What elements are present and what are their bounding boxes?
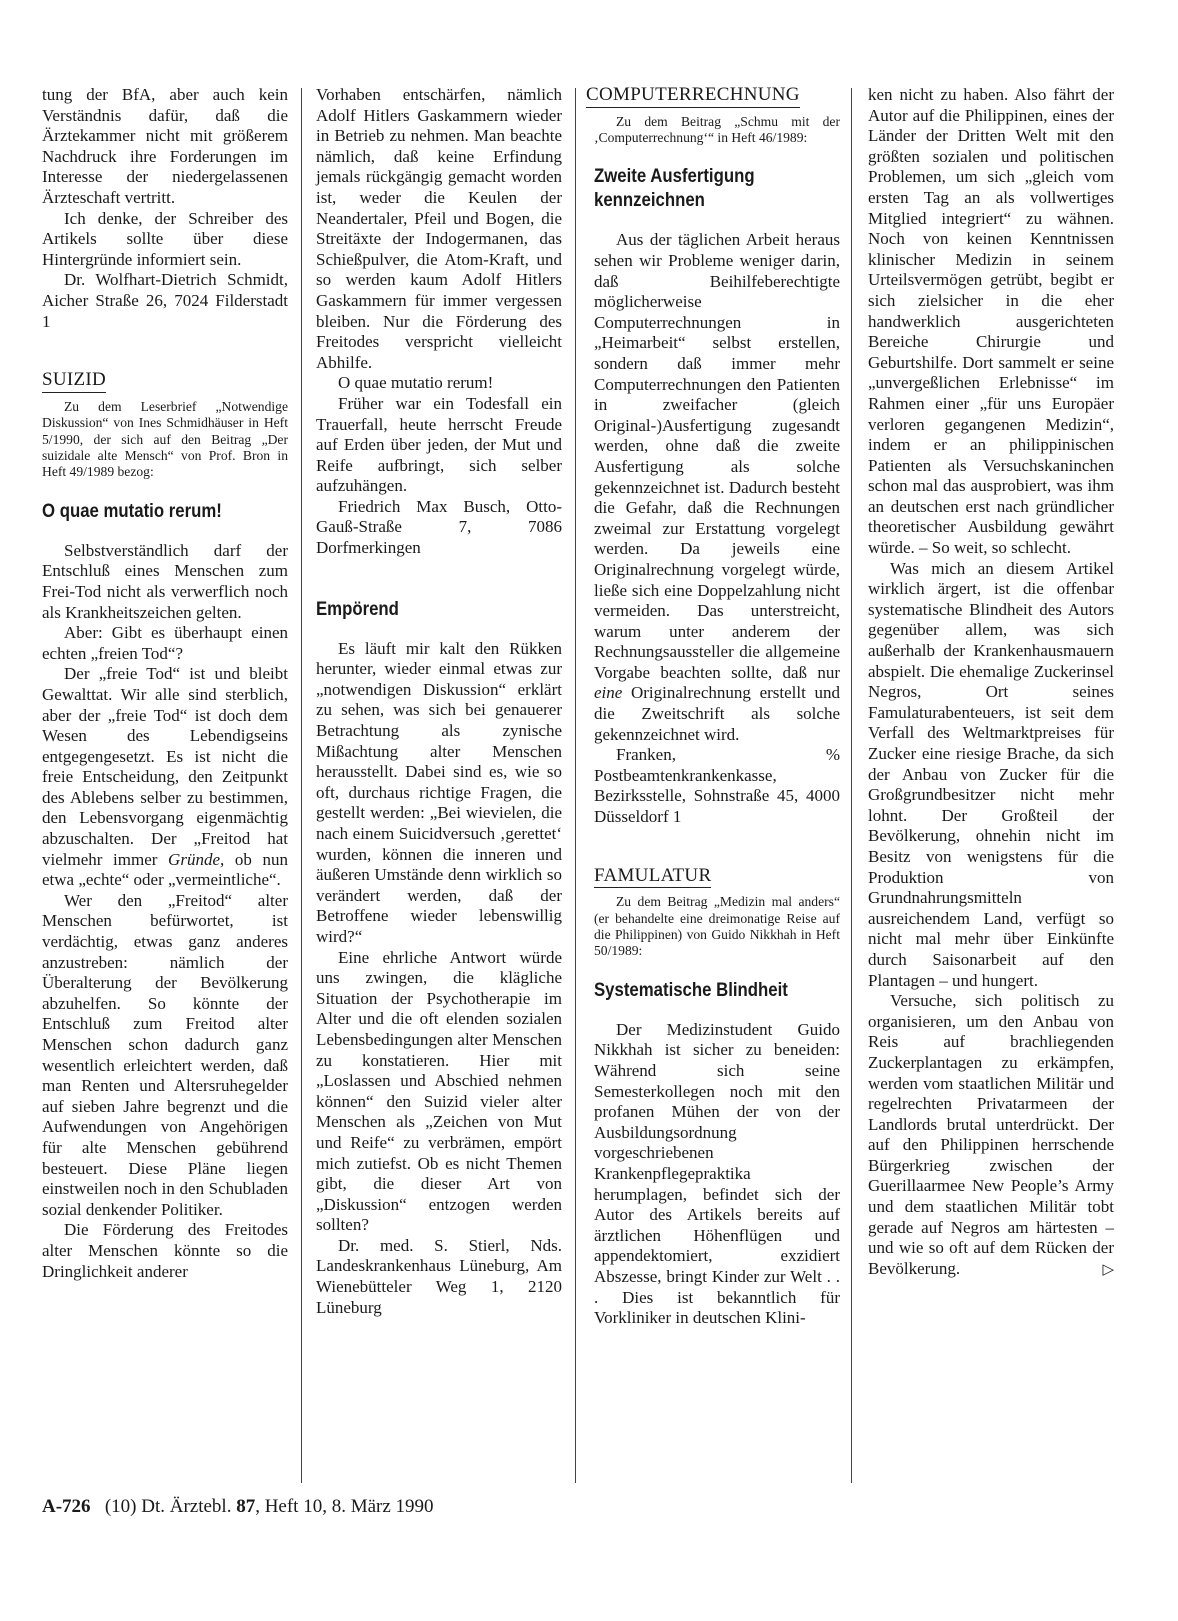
- paragraph: Ich denke, der Schreiber des Artikels sollte über diese Hintergründe informiert sein.: [42, 208, 288, 269]
- headline: Systematische Blindheit: [594, 978, 788, 1001]
- issue-info: , Heft 10, 8. März 1990: [255, 1496, 434, 1517]
- paragraph: Was mich an diesem Artikel wirklich ärgert, ist die offenbar systematische Blindheit des Autors gegenüber allem, was sich außerhalb der Krankenhausmauern abspielt. Die ehemalige Zuckerinsel Negros, Ort seines Famulaturabenteuers, ist seit dem Verfall des Weltmarktpreises für Zucker eine riesige Brache, da sich der Anbau von Zucker für die Großgrundbesitzer nicht mehr lohnt. Der Großteil der Bevölkerung, ohnehin nicht im Besitz von wenigstens für die Produktion von Grundnahrungsmitteln ausreichendem Land, verfügt so nicht mal mehr über Einkünfte durch Saisonarbeit auf den Plantagen – und hungert.: [868, 558, 1114, 990]
- column-divider: [851, 88, 852, 1483]
- reference-note: Zu dem Leserbrief „Notwendige Diskussion“ von Ines Schmidhäuser in Heft 5/1990, der sich auf den Beitrag „Der suizidale alte Mensch“ von Prof. Bron in Heft 49/1989 bezog:: [42, 398, 288, 480]
- column-divider: [301, 88, 302, 1483]
- emphasis: eine: [594, 683, 623, 703]
- page-number: A-726: [42, 1496, 91, 1517]
- paragraph: ken nicht zu haben. Also fährt der Autor auf die Philippinen, eines der Länder der Dritten Welt mit den größten sozialen und politischen Problemen, um sich „gleich vom ersten Tag an als vollwertiges Mitglied integriert“ zu wähnen. Noch von keinen Kenntnissen klinischer Medizin in seinem Urteilsvermögen getrübt, begibt er sich zielsicher in die eher handwerklich ausgerichteten Bereiche Chirurgie und Geburtshilfe. Dort sammelt er seine „unvergeßlichen Erlebnisse“ im Rahmen einer „für uns Europäer verloren gegangenen Medizin“, indem er an philippinischen Patienten als Versuchskaninchen schon mal das ausprobiert, was ihm an deutschen erst nach gründlicher theoretischer Ausbildung gewährt würde. – So weit, so schlecht.: [868, 85, 1114, 558]
- section-rubric-suizid: SUIZID: [42, 370, 106, 393]
- paragraph: Eine ehrliche Antwort würde uns zwingen, die klägliche Situation der Psychotherapie im Alter und die oft elenden sozialen Lebensbedingungen alter Menschen zu konstatieren. Hier mit „Loslassen und Abschied nehmen können“ den Suizid vieler alter Menschen als „Zeichen von Mut und Reife“ zu verbrämen, empört mich zutiefst. Ob es nicht Themen gibt, die dieser Art von „Diskussion“ entzogen werden sollten?: [316, 947, 562, 1235]
- paragraph: [594, 230, 840, 745]
- column-1: [42, 85, 288, 1282]
- paragraph: Wer den „Freitod“ alter Menschen befürwortet, ist verdächtig, etwas ganz anderes anzustreben: nämlich der Überalterung der Bevölkerung abzuhelfen. So könnte der Entschluß zum Freitod alter Menschen schon dadurch ganz wesentlich erleichtert werden, daß man Renten und Altersruhegelder auf sieben Jahre begrenzt und die Aufwendungen von Angehörigen für alte Menschen gebührend besteuert. Diese Pläne liegen einstweilen noch in den Schubladen sozial denkender Politiker.: [42, 890, 288, 1219]
- column-3: [586, 84, 840, 1329]
- issue-info: (10) Dt. Ärztebl.: [104, 1496, 237, 1517]
- headline: O quae mutatio rerum!: [42, 499, 222, 522]
- paragraph: Aber: Gibt es überhaupt einen echten „freien Tod“?: [42, 623, 288, 663]
- volume-number: 87: [236, 1496, 256, 1517]
- column-divider: [575, 88, 576, 1483]
- reference-note: Zu dem Beitrag „Medizin mal anders“ (er behandelte eine dreimonatige Reise auf die Philippinen) von Guido Nikkhah in Heft 50/1989:: [594, 894, 840, 959]
- letter-signature: Dr. med. S. Stierl, Nds. Landeskrankenhaus Lüneburg, Am Wienebütteler Weg 1, 2120 Lüneburg: [316, 1235, 562, 1317]
- paragraph: [42, 664, 288, 891]
- paragraph: O quae mutatio rerum!: [338, 373, 494, 393]
- text-run: Originalrechnung erstellt und die Zweitschrift als solche gekennzeichnet wird.: [594, 683, 840, 744]
- paragraph: Früher war ein Todesfall ein Trauerfall, heute herrscht Freude auf Erden über jeden, der Mut und Reife aufbringt, sich selber aufzuhängen.: [316, 393, 562, 496]
- paragraph: [868, 991, 1114, 1279]
- letter-signature: Dr. Wolfhart-Dietrich Schmidt, Aicher Straße 26, 7024 Filderstadt 1: [42, 270, 288, 331]
- continue-arrow-icon: ▷: [1102, 1259, 1114, 1278]
- letter-signature: Franken, % Postbeamtenkrankenkasse, Bezirksstelle, Sohnstraße 45, 4000 Düsseldorf 1: [594, 745, 840, 827]
- letter-signature: Friedrich Max Busch, Otto-Gauß-Straße 7, 7086 Dorfmerkingen: [316, 496, 562, 558]
- section-rubric-famulatur: FAMULATUR: [594, 866, 711, 889]
- text-run: Versuche, sich politisch zu organisieren, um den Anbau von Reis auf brachliegenden Zuckerplantagen zu erkämpfen, werden vom staatlichen Militär und regelrechten Privatarmeen der Landlords brutal unterdrückt. Der auf den Philippinen herrschende Bürgerkrieg zwischen der Guerillaarmee New People’s Army und dem staatlichen Militär tobt gerade auf Negros am härtesten – und wie so oft auf dem Rücken der Bevölkerung.: [868, 991, 1114, 1278]
- text-run: Der „freie Tod“ ist und bleibt Gewalttat. Wir alle sind sterblich, aber der „freie Tod“ ist doch dem Wesen des Lebendigseins entgegengesetzt. Es ist nicht die freie Entscheidung, den Zeitpunkt des Ablebens selber zu bestimmen, den Lebensvorgang eigenmächtig abzuschalten. Der „Freitod hat vielmehr immer: [42, 664, 288, 869]
- column-2: [316, 85, 562, 1318]
- page-footer: [42, 1496, 434, 1518]
- headline: Empörend: [316, 597, 399, 620]
- column-4: [868, 85, 1114, 1279]
- paragraph: Vorhaben entschärfen, nämlich Adolf Hitlers Gaskammern wieder in Betrieb zu nehmen. Man beachte nämlich, daß keine Erfindung jemals rückgängig gemacht worden ist, weder die Keulen der Neandertaler, Pfeil und Bogen, die Streitäxte der Indogermanen, das Schießpulver, die Atom-Kraft, und so werden kaum Adolf Hitlers Gaskammern für immer vergessen bleiben. Nur die Förderung des Freitodes verspricht vielleicht Abhilfe.: [316, 85, 562, 372]
- headline: Zweite Ausfertigung kennzeichnen: [594, 165, 755, 212]
- paragraph: Der Medizinstudent Guido Nikkhah ist sicher zu beneiden: Während sich seine Semesterkollegen noch mit den profanen Mühen der von der Ausbildungsordnung vorgeschriebenen Krankenpflegepraktika herumplagen, befindet sich der Autor des Artikels bereits auf ärztlichen Höhenflügen und appendektomiert, exzidiert Abszesse, bringt Kinder zur Welt . . . Dies ist bekanntlich für Vorkliniker in deutschen Klini-: [594, 1019, 840, 1328]
- paragraph: tung der BfA, aber auch kein Verständnis dafür, daß die Ärztekammer nicht mit größerem Nachdruck ihre Forderungen im Interesse der niedergelassenen Ärzteschaft vertritt.: [42, 85, 288, 207]
- text-run: ob nun etwa „echte“ oder „vermeintliche“.: [42, 849, 288, 890]
- paragraph: Die Förderung des Freitodes alter Menschen könnte so die Dringlichkeit anderer: [42, 1220, 288, 1281]
- paragraph: Selbstverständlich darf der Entschluß eines Menschen zum Frei-Tod nicht als verwerflich noch als Krankheitszeichen gelten.: [42, 540, 288, 622]
- paragraph: Es läuft mir kalt den Rükken herunter, wieder einmal etwas zur „notwendigen Diskussion“ erklärt zu sehen, was sich bei genauerer Betrachtung als zynische Mißachtung alter Menschen herausstellt. Dabei sind es, wie so oft, durchaus richtige Fragen, die gestellt werden: „Bei wievielen, die nach einem Suicidversuch ‚gerettet‘ wurden, können die inneren und äußeren Umstände denn wirklich so verändert werden, daß der Betroffene wieder lebenswillig wird?“: [316, 638, 562, 946]
- section-rubric-computerrechnung: COMPUTERRECHNUNG: [586, 85, 800, 108]
- emphasis: Gründe,: [168, 849, 225, 869]
- reference-note: Zu dem Beitrag „Schmu mit der ‚Computerrechnung‘“ in Heft 46/1989:: [594, 113, 840, 145]
- text-run: Aus der täglichen Arbeit heraus sehen wir Probleme weniger darin, daß Beihilfeberechtigte möglicherweise Computerrechnungen in „Heimarbeit“ selbst erstellen, sondern daß immer mehr Computerrechnungen den Patienten in zweifacher (gleich Original-)Ausfertigung zugesandt werden, ohne daß die zweite Ausfertigung als solche gekennzeichnet ist. Dadurch besteht die Gefahr, daß die Rechnungen zweimal zur Erstattung vorgelegt werden. Da jeweils eine Originalrechnung vorgelegt würde, ließe sich eine Doppelzahlung nicht vermeiden. Das unterstreicht, warum unter anderem der Rechnungsaussteller die allgemeine Vorgabe beachten sollte, daß nur: [594, 230, 840, 682]
